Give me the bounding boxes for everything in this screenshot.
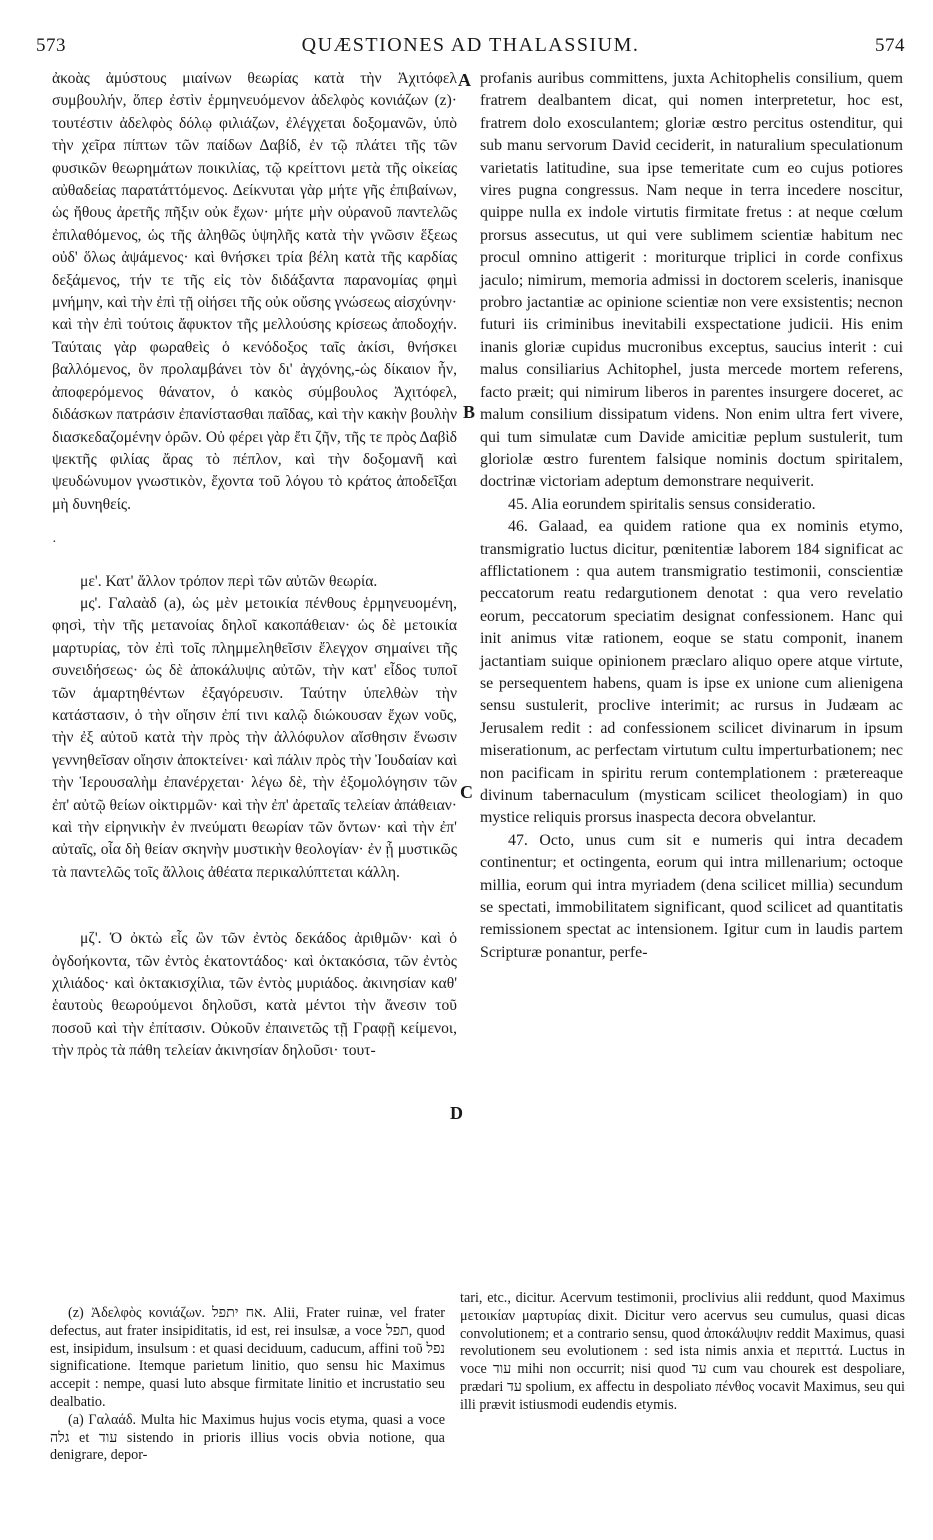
latin-heading-45: 45. Alia eorundem spiritalis sensus consideratio.: [508, 495, 816, 513]
margin-marker-d: D: [450, 1103, 463, 1123]
greek-paragraph-47: μζ'. Ὁ ὀκτὼ εἷς ὢν τῶν ἐντὸς δεκάδος ἀριθμῶν· καὶ ὁ ὀγδοήκοντα, τῶν ἐντὸς ἑκατοντάδος· καὶ ὀκτακόσια, τῶν ἐντὸς χιλιάδος· καὶ ὀκτακισχίλια, τῶν ἐντὸς μυριάδος. ἀκινησίαν καθ' ἑαυτοὺς θεωρούμενοι δηλοῦσι, κατὰ μέντοι τὴν ἄνεσιν τοῦ ποσοῦ καὶ τὴν ἐπίτασιν. Οὐκοῦν ἐπαινετῶς τῇ Γραφῇ κείμενοι, τὴν πρὸς τὰ πάθη τελείαν ἀκινησίαν δηλοῦσι· τουτ-: [52, 930, 457, 1060]
left-page-number: 573: [36, 35, 66, 56]
greek-paragraph-continued: ἀκοὰς ἀμύστους μιαίνων θεωρίας κατὰ τὴν Ἀχιτόφελ συμβουλήν, ὅπερ ἐστὶν ἑρμηνευόμενον ἀδελφὸς κονιάζων (z)· τουτέστιν ἀδελφὸς δόλῳ φιλιάζων, ἐλέγχεται δοξομανῶν, ὑπὸ τὴν χεῖρα πίπτων τῶν παίδων Δαβίδ, ἐν τῷ πλάτει τῆς τῶν φυσικῶν θεωρημάτων ποικιλίας, τῷ κρείττονι μετὰ τῆς οἰκείας αὐθαδείας παρατάττόμενος. Δείκνυται γὰρ μήτε γῆς ἐπιβαίνων, ὡς ἤθους ἀρετῆς πῆξιν οὐκ ἔχων· μήτε μὴν οὐρανοῦ παντελῶς ἐπιλαθόμενος, ὡς τῆς ἀληθῶς ὑψηλῆς κατὰ τὴν γνῶσιν ἕξεως οὐδ' ὅλως ἀψάμενος· καὶ θνήσκει τρία βέλη κατὰ τῆς καρδίας δεξάμενος, τήν τε τῆς εἰς τὸν διδάξαντα παρανομίας φημὶ μνήμην, καὶ τὴν ἐπὶ τῇ οἰήσει τῆς οὐκ οὔσης γνώσεως αἰσχύνην· καὶ τὴν ἐπὶ τούτοις ἄφυκτον τῆς μελλούσης κρίσεως ἀποδοχήν. Ταύταις γὰρ φωραθεὶς ὁ κενόδοξος ταῖς ἀκίσι, θνήσκει βαλλόμενος, ὃν προλαμβάνει τὸν δι' ἀγχόνης,-ὡς δίκαιον ἦν, ἀποφερόμενος θάνατον, ὁ κακὸς σύμβουλος Ἀχιτόφελ, διδάσκων πατράσιν ἐπανίστασθαι παῖδας, καὶ τὴν κακὴν βουλὴν διασκεδαζομένην ὁρῶν. Οὐ φέρει γὰρ ἔτι ζῆν, τῆς τε πρὸς Δαβὶδ ψεκτῆς φιλίας ἄρας τὸ πέπλον, καὶ τὴν δοξομανῆ καὶ ψευδώνυμον γνωστικὸν, ἔχοντα τοῦ λόγου τὸ κράτος ἀποδεῖξαι μὴ δυνηθείς.: [52, 70, 457, 513]
greek-heading-45: με'. Κατ' ἄλλον τρόπον περὶ τῶν αὐτῶν θεωρία.: [80, 572, 378, 590]
margin-marker-b: B: [463, 402, 476, 422]
margin-marker-c: C: [460, 782, 473, 802]
section-separator: ·: [52, 535, 57, 551]
footnotes-right: [460, 1290, 905, 1415]
footnotes-left: [50, 1305, 445, 1465]
running-title: QUÆSTIONES AD THALASSIUM.: [301, 34, 640, 56]
greek-paragraph-46: μς'. Γαλαὰδ (a), ὡς μὲν μετοικία πένθους ἑρμηνευομένη, φησὶ, τὴν τῆς μετανοίας δηλοῖ κακοπάθειαν· ὡς δὲ μετοικία μαρτυρίας, τὸν ἐπὶ τοῖς πλημμεληθεῖσιν ἔλεγχον σημαίνει τῆς συνειδήσεως· ὡς δὲ ἀποκάλυψις αὐτῶν, τὴν κατ' εἶδος τυποῖ τῶν ἁμαρτηθέντων ἐξαγόρευσιν. Ταύτην ὑπελθὼν τὴν κατάστασιν, ὁ τὴν οἴησιν ἐπί τινι καλῷ διώκουσαν ἔχων νοῦς, τὴν ἐξ αὐτοῦ κατὰ τὴν πρὸς τὴν ἀλλόφυλον αἴσθησιν ἕνωσιν γεννηθεῖσαν οἴησιν ἀποκτείνει· καὶ πάλιν πρὸς τὴν Ἰουδαίαν καὶ τὴν Ἱερουσαλὴμ ἐπανέρχεται· λέγω δὲ, τὴν ἐξομολόγησιν τῶν ἐπ' αὐτῷ θείων οἰκτιρμῶν· καὶ τὴν ἐπ' ἀρεταῖς τελείαν ἀπάθειαν· καὶ τὴν εἰρηνικὴν ἐν πνεύματι θεωρίαν τῶν ὄντων· καὶ τὴν ἐπ' αὐταῖς, οἷα δὴ θείαν σκηνὴν μυστικὴν θεολογίαν· ἐν ᾗ μυστικῶς τὰ παντελῶς τοῖς ἄλλοις ἀθέατα περικαλύπτεται κάλλη.: [52, 594, 457, 881]
footnote-z: (z) Ἀδελφὸς κονιάζων. אח יתפל. Alii, Frater ruinæ, vel frater defectus, aut frater insipiditatis, id est, rei insulsæ, a voce תפל, quod est, insipidum, insulsum : et quasi deciduum, caducum, affini τοῦ נפל significatione. Itemque parietum linitio, quo sensu hic Maximus accepit : nempe, quasi luto absque firmitate linitio et incrustatio seu dealbatio.: [50, 1305, 446, 1410]
greek-column: [52, 68, 457, 1063]
footnote-a: (a) Γαλαάδ. Multa hic Maximus hujus vocis etyma, quasi a voce גלה et עוד sistendo in prioris illius vocis obvia notione, qua denigrare, depor-: [50, 1411, 445, 1464]
latin-paragraph-47: 47. Octo, unus cum sit e numeris qui intra decadem continentur; et octingenta, eorum qui intra millenarium; octoque millia, eorum qui intra myriadem (dena scilicet millia) secundum se spectati, immobilitatem significant, quod scilicet ad quantitatis remissionem spectat ac intensionem. Igitur cum in laudis partem Scripturæ ponantur, perfe-: [480, 831, 903, 961]
right-page-number: 574: [875, 35, 905, 56]
footnote-a-continued: tari, etc., dicitur. Acervum testimonii, proclivius alii reddunt, quod Maximus μετοικίαν μαρτυρίας dixit. Dicitur vero acervus seu cumulus, quasi dicas convolutionem; et a contrario sensu, quod ἀποκάλυψιν reddit Maximus, quasi revolutionem seu evolutionem : sed ista nimis anxia et περιττά. Luctus in voce עוד mihi non occurrit; nisi quod עד cum vau chourek est despoliare, prædari עד spolium, ex affectu in despoliato πένθος vocavit Maximus, seu qui illi prævit istiusmodi eudendis etymis.: [460, 1290, 905, 1413]
running-header: [36, 34, 905, 60]
latin-paragraph-46: 46. Galaad, ea quidem ratione qua ex nominis etymo, transmigratio luctus dicitur, pœnitentiæ laborem 184 significat ac afflictationem : qua autem transmigratio testimonii, conscientiæ peccatorum reatu redargutionem denotat : qua vero revelatio eorum, peccatorum speciatim designat confessionem. Hanc qui init animus vitæ rationem, eoque se statu componit, inanem jactantiam suique opinionem præclaro aliquo opere atque virtute, se persequentem habens, quam is ipse ex unione cum alienigena sensu sustulerit, proclive interimit; ac rursus in Judæam ac Jerusalem redit : ad confessionem scilicet divinarum in ipsum miserationum, ac perfectam virtutum cultu imperturbationem; nec non pacificam in spiritu rerum contemplationem : prætereaque divinum tabernaculum (mysticam scilicet theologiam) in quo mystice reliquis prorsus inaspecta decora obvelantur.: [480, 518, 903, 827]
margin-marker-a: A: [458, 70, 471, 90]
latin-column: [480, 68, 903, 964]
latin-paragraph-continued: profanis auribus committens, juxta Achitophelis consilium, quem fratrem dealbantem dicat, qui nomen interpretetur, hoc est, fratrem dolo exosculantem; gloriæ œstro percitus ostenditur, qui sub manu servorum David ceciderit, in naturalium speculationum varietatis latitudine, sua ipse temeritate cum eo cujus potiores vires pugna congressus. Nam neque in terra incedere noscitur, quippe nulla ex indole virtutis firmitate fretus : at neque cœlum prorsus assecutus, ut qui vere sublimem scientiæ habitum nec procul omnino attigerit : moriturque triplici in corde confixus jaculo; nimirum, memoria admissi in doctorem sceleris, inanisque probro jactantiæ ac opinione scientiæ non vere exsistentis; necnon futuri iis criminibus inevitabili exspectatione judicii. His enim inanis gloriæ cupidus mucronibus exceptus, saucius interit : cui malus consiliarius Achitophel, justa mercede mortem referens, facto præit; qui nimirum liberos in parentes insurgere doceret, ac malum consilium dissipatum videns. Non enim ultra fert vivere, qui tum simulatæ cum Davide amicitiæ peplum sustulerit, tum gloriolæ œstro furentem falsique nominis doctum spiritalem, doctrinæ victoriam adeptum demonstrare nequiverit.: [480, 70, 903, 491]
